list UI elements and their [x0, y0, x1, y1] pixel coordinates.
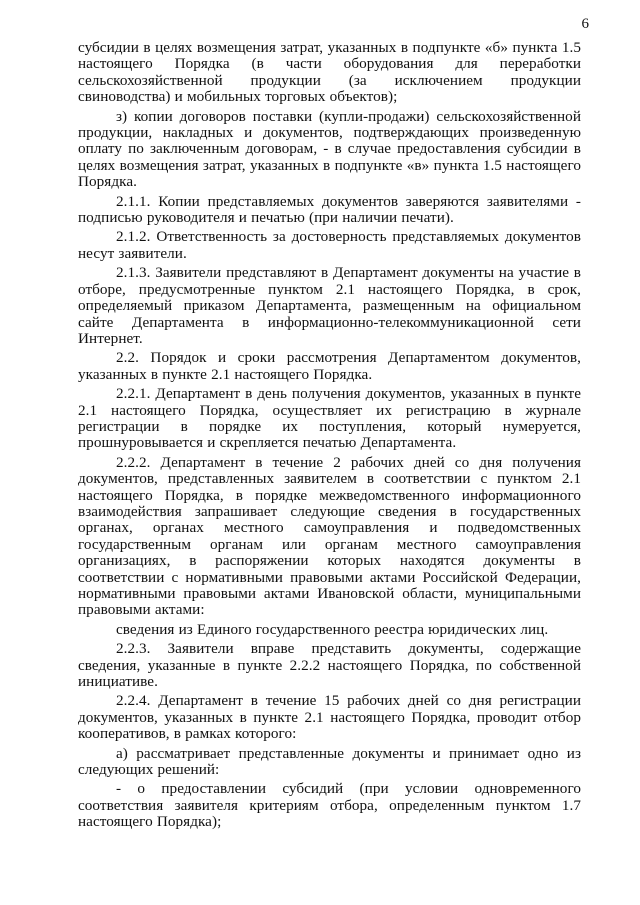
paragraph-2-2-4: 2.2.4. Департамент в течение 15 рабочих дней со дня регистрации документов, указанных в пункте 2.1 настоящего Порядка, проводит отбор кооперативов, в рамках которого: — [78, 692, 581, 743]
paragraph-2-2: 2.2. Порядок и сроки рассмотрения Департаментом документов, указанных в пункте 2.1 настоящего Порядка. — [78, 349, 581, 383]
document-body — [78, 40, 581, 834]
paragraph-subsidy-continuation: субсидии в целях возмещения затрат, указанных в подпункте «б» пункта 1.5 настоящего Порядка (в части оборудования для переработки сельскохозяйственной продукции (за исключением продукции свиноводства) и мобильных торговых объектов); — [78, 39, 581, 106]
paragraph-2-2-1: 2.2.1. Департамент в день получения документов, указанных в пункте 2.1 настоящего Порядка, осуществляет их регистрацию в журнале регистрации в порядке их поступления, который нумеруется, прошнуровывается и скрепляется печатью Департамента. — [78, 385, 581, 452]
paragraph-2-1-1: 2.1.1. Копии представляемых документов заверяются заявителями - подписью руководителя и печатью (при наличии печати). — [78, 192, 581, 227]
paragraph-2-1-2: 2.1.2. Ответственность за достоверность представляемых документов несут заявители. — [78, 228, 581, 262]
paragraph-2-2-3: 2.2.3. Заявители вправе представить документы, содержащие сведения, указанные в пункте 2.2.2 настоящего Порядка, по собственной инициативе. — [78, 640, 581, 691]
paragraph-item-a: а) рассматривает представленные документы и принимает одно из следующих решений: — [78, 744, 581, 779]
paragraph-item-z: з) копии договоров поставки (купли-продажи) сельскохозяйственной продукции, накладных и документов, подтверждающих произведенную оплату по заключенным договорам, - в случае предоставления субсидии в целях возмещения затрат, указанных в подпункте «в» пункта 1.5 настоящего Порядка. — [78, 107, 581, 191]
paragraph-2-2-2: 2.2.2. Департамент в течение 2 рабочих дней со дня получения документов, представленных заявителем в соответствии с пунктом 2.1 настоящего Порядка, в порядке межведомственного информационного взаимодействия запрашивает следующие сведения в государственных органах, органах местного самоуправления и подведомственных государственным органам или органам местного самоуправления организациях, в распоряжении которых находятся документы в соответствии с нормативными правовыми актами Российской Федерации, нормативными правовыми актами Ивановской области, муниципальными правовыми актами: — [78, 453, 581, 619]
paragraph-2-1-3: 2.1.3. Заявители представляют в Департамент документы на участие в отборе, предусмотренные пунктом 2.1 настоящего Порядка, в срок, определяемый приказом Департамента, размещенным на официальном сайте Департамента в информационно-телекоммуникационной сети Интернет. — [78, 264, 581, 347]
paragraph-egrul-info: сведения из Единого государственного реестра юридических лиц. — [116, 620, 549, 638]
paragraph-decision-grant: - о предоставлении субсидий (при условии одновременного соответствия заявителя критериям отбора, определенным пунктом 1.7 настоящего Порядка); — [78, 780, 581, 831]
page-number: 6 — [581, 16, 589, 32]
